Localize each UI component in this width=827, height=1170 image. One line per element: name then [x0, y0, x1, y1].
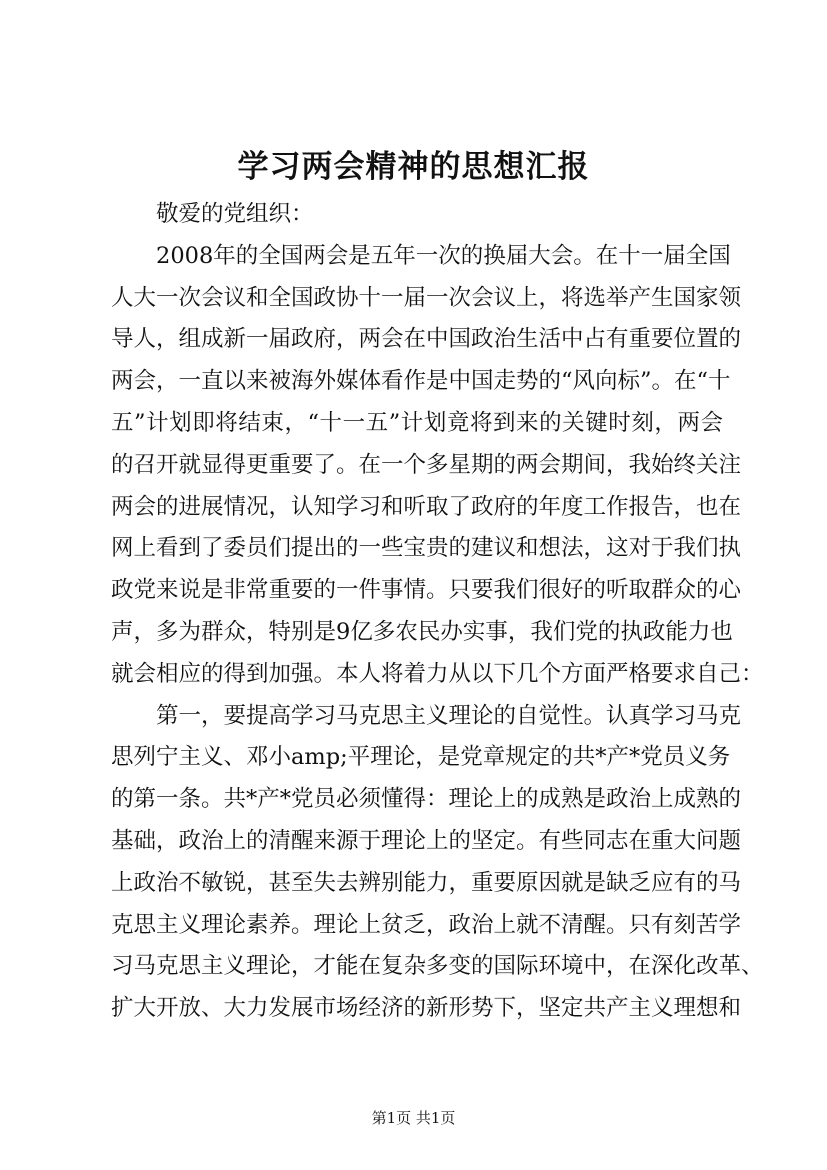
paragraph-2-line-8: 扩大开放、大力发展市场经济的新形势下，坚定共产主义理想和	[111, 995, 742, 1022]
paragraph-1-line-6: 的召开就显得更重要了。在一个多星期的两会期间，我始终关注	[111, 451, 742, 478]
paragraph-1-line-10: 声，多为群众，特别是9亿多农民办实事，我们党的执政能力也	[111, 618, 733, 645]
paragraph-2-line-2: 思列宁主义、邓小amp;平理论，是党章规定的共*产*党员义务	[111, 744, 731, 771]
paragraph-1-line-3: 导人，组成新一届政府，两会在中国政治生活中占有重要位置的	[111, 326, 742, 353]
paragraph-1-line-4: 两会，一直以来被海外媒体看作是中国走势的“风向标”。在“十	[111, 368, 731, 395]
paragraph-2-line-4: 基础，政治上的清醒来源于理论上的坚定。有些同志在重大问题	[111, 827, 742, 854]
paragraph-1-line-7: 两会的进展情况，认知学习和听取了政府的年度工作报告，也在	[111, 493, 742, 520]
paragraph-1-line-11: 就会相应的得到加强。本人将着力从以下几个方面严格要求自己：	[111, 660, 764, 687]
document-title: 学习两会精神的思想汇报	[237, 149, 590, 185]
paragraph-2-line-1: 第一，要提高学习马克思主义理论的自觉性。认真学习马克	[156, 702, 742, 729]
paragraph-2-line-3: 的第一条。共*产*党员必须懂得：理论上的成熟是政治上成熟的	[111, 786, 742, 813]
paragraph-1-line-1: 2008年的全国两会是五年一次的换届大会。在十一届全国	[156, 242, 731, 269]
paragraph-1-line-5: 五”计划即将结束，“十一五”计划竟将到来的关键时刻，两会	[111, 409, 723, 436]
paragraph-2-line-7: 习马克思主义理论，才能在复杂多变的国际环境中，在深化改革、	[111, 953, 764, 980]
paragraph-1-line-2: 人大一次会议和全国政协十一届一次会议上，将选举产生国家领	[111, 284, 742, 311]
page-number: 第1页 共1页	[371, 1109, 456, 1127]
paragraph-2-line-5: 上政治不敏锐，甚至失去辨别能力，重要原因就是缺乏应有的马	[111, 869, 742, 896]
document-body	[111, 194, 764, 1030]
paragraph-1-line-8: 网上看到了委员们提出的一些宝贵的建议和想法，这对于我们执	[111, 535, 742, 562]
greeting-line: 敬爱的党组织：	[156, 201, 314, 227]
paragraph-1-line-9: 政党来说是非常重要的一件事情。只要我们很好的听取群众的心	[111, 577, 742, 604]
paragraph-2-line-6: 克思主义理论素养。理论上贫乏，政治上就不清醒。只有刻苦学	[111, 911, 742, 938]
